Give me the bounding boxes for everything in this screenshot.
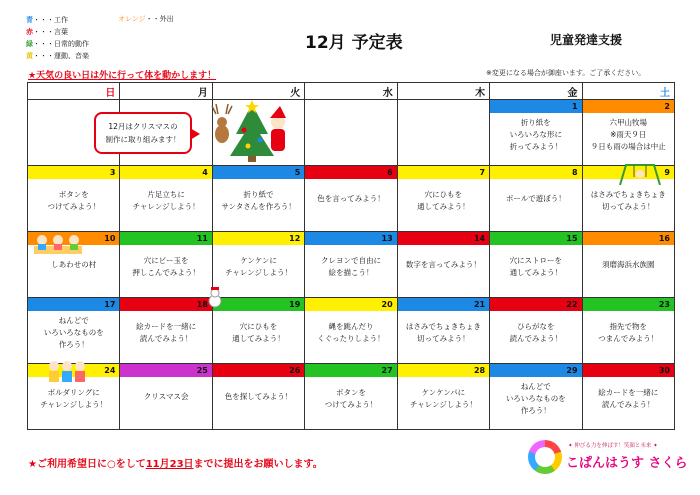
activity-text [490,113,581,153]
activity-line: はさみでちょきちょき [405,322,481,331]
day-cell [582,298,674,364]
activity-line: 通してみよう！ [509,268,563,277]
activity-line: いろいろなものを [43,328,104,337]
day-number: 5 [213,166,304,179]
activity-line: ねんどで [520,382,551,391]
activity-text [120,245,211,279]
day-cell [397,298,489,364]
legend-text: ・・・日常的動作 [33,40,89,48]
activity-line: ボルダリングに [47,388,100,397]
activity-text [120,377,211,403]
activity-line: チャレンジしよう！ [225,268,292,277]
day-cell [120,364,212,430]
activity-text [305,179,396,205]
activity-line: 穴にひもを [424,190,463,199]
legend-key: 青 [26,16,33,24]
activity-line: 押しこんでみよう！ [132,268,200,277]
day-number: 11 [120,232,211,245]
weather-notice: ★天気の良い日は外に行って体を動かします！ [28,71,217,81]
activity-line: 縄を跳んだり [328,322,374,331]
activity-line: ※雨天９日 [610,130,647,139]
weekday-label: 火 [212,83,304,100]
christmas-tree-icon [208,100,296,164]
day-cell [490,232,582,298]
day-number [305,100,396,113]
day-cell [120,232,212,298]
activity-line: チャレンジしよう！ [132,202,200,211]
change-notice: ※変更になる場合が御座います。ご了承ください。 [486,69,646,77]
day-cell [397,100,489,166]
footer-pre: ★ご利用希望日に○をして [28,459,146,470]
day-number: 30 [583,364,674,377]
activity-line: 作ろう！ [520,406,551,415]
day-number: 23 [583,298,674,311]
weekday-label: 月 [120,83,212,100]
activity-line: 通してみよう！ [417,202,470,211]
activity-text [583,377,674,411]
day-number: 25 [120,364,211,377]
activity-text [490,179,581,205]
activity-text [28,311,119,351]
day-cell [397,232,489,298]
day-cell [120,166,212,232]
legend-key: 黄 [26,52,33,60]
activity-line: 絵カードを一緒に [136,322,197,331]
day-cell [305,232,397,298]
day-cell [212,166,304,232]
day-number: 19 [213,298,304,311]
week-row [28,166,675,232]
day-cell [212,364,304,430]
activity-text [213,311,304,345]
day-number: 20 [305,298,396,311]
day-number: 17 [28,298,119,311]
weekday-label: 金 [490,83,582,100]
activity-line: 色を言ってみよう！ [317,194,385,203]
legend-text: ・・・工作 [33,16,68,24]
week-row [28,298,675,364]
speech-line-2: 制作に取り組みます！ [105,135,181,144]
day-number: 2 [583,100,674,113]
activity-text [398,245,489,271]
day-cell [212,232,304,298]
day-cell [490,364,582,430]
legend-row [26,26,89,38]
activity-text [120,179,211,213]
activity-line: 穴にひもを [239,322,278,331]
activity-line: 穴にビー玉を [143,256,189,265]
activity-line: つけてみよう！ [324,400,378,409]
legend-row [26,38,89,50]
day-number: 14 [398,232,489,245]
day-cell [305,298,397,364]
weekday-label: 水 [305,83,397,100]
activity-text [490,311,581,345]
legend-row [26,50,89,62]
activity-line: 読んでみよう！ [509,334,563,343]
speech-line-1: 12月はクリスマスの [108,122,178,131]
weekday-label: 土 [582,83,674,100]
activity-line: 六甲山牧場 [609,118,648,127]
kids-drawing-icon [32,232,84,256]
children-group-icon [44,358,90,384]
day-cell [212,298,304,364]
day-number: 1 [490,100,581,113]
activity-line: はさみでちょきちょき [590,190,666,199]
activity-line: クリスマス会 [143,392,189,401]
activity-text [490,377,581,417]
day-number: 27 [305,364,396,377]
page-subtitle: 児童発達支援 [550,33,623,47]
activity-line: 切ってみよう！ [602,202,655,211]
activity-text [305,245,396,279]
activity-text [398,179,489,213]
activity-line: ボールで遊ぼう！ [505,194,566,203]
activity-line: チャレンジしよう！ [40,400,108,409]
activity-line: 折り紙を [520,118,551,127]
activity-text [120,311,211,345]
activity-line: ねんどで [58,316,89,325]
day-number: 9 [583,166,674,179]
activity-line: つけてみよう！ [47,202,100,211]
activity-text [28,179,119,213]
activity-text [583,245,674,271]
activity-text [398,377,489,411]
activity-line: いろいろな形に [509,130,563,139]
day-cell [397,166,489,232]
legend-text: ・・・言葉 [33,28,68,36]
legend-key: 赤 [26,28,33,36]
activity-line: 数字を言ってみよう！ [405,260,481,269]
weekday-label: 木 [397,83,489,100]
activity-line: いろいろなものを [505,394,566,403]
day-number: 18 [120,298,211,311]
day-number: 4 [120,166,211,179]
week-row [28,364,675,430]
day-cell [490,298,582,364]
day-number: 6 [305,166,396,179]
activity-line: 色を探してみよう！ [224,392,293,401]
color-legend [26,14,89,62]
weekday-header [28,83,675,100]
day-number: 7 [398,166,489,179]
legend-orange-text: ・・外出 [145,15,174,23]
footer-date: 11月23日 [145,459,194,470]
day-cell [582,364,674,430]
day-number: 10 [28,232,119,245]
day-cell [305,364,397,430]
footer-post: までに提出をお願いします。 [193,459,323,470]
swing-icon [616,163,664,185]
activity-line: 須磨海浜水族園 [602,260,655,269]
logo-mark-icon [528,440,562,474]
day-number [398,100,489,113]
activity-line: 作ろう！ [58,340,89,349]
day-number: 28 [398,364,489,377]
snowman-icon [204,286,226,308]
activity-text [583,113,674,153]
activity-line: 切ってみよう！ [417,334,470,343]
activity-line: 通してみよう！ [232,334,285,343]
activity-text [305,311,396,345]
legend-orange [118,14,174,24]
activity-line: 指先で物を [609,322,648,331]
activity-line: ボタンを [335,388,366,397]
legend-row [26,14,89,26]
activity-line: 折ってみよう！ [509,142,563,151]
activity-text [213,245,304,279]
activity-line: ボタンを [58,190,89,199]
day-number: 13 [305,232,396,245]
page-title: 12月 予定表 [305,33,403,53]
week-row [28,232,675,298]
activity-text [398,113,489,117]
day-number: 3 [28,166,119,179]
legend-text: ・・・運動、音楽 [33,52,89,60]
activity-text [305,377,396,411]
activity-line: ケンケンに [240,256,277,265]
day-number: 22 [490,298,581,311]
day-cell [490,100,582,166]
activity-text [490,245,581,279]
activity-text [305,113,396,117]
day-cell [28,166,120,232]
activity-line: 読んでみよう！ [139,334,193,343]
day-number: 24 [28,364,119,377]
activity-line: クレヨンで自由に [320,256,381,265]
activity-line: つまんでみよう！ [598,334,659,343]
day-number: 29 [490,364,581,377]
legend-key: 緑 [26,40,33,48]
day-number: 26 [213,364,304,377]
day-cell [28,298,120,364]
day-number: 12 [213,232,304,245]
activity-line: 絵を描こう！ [328,268,374,277]
logo-name: こぱんはうす さくら [566,456,688,471]
weekday-label: 日 [28,83,120,100]
activity-line: ９日も雨の場合は中止 [590,142,666,151]
legend-orange-key: オレンジ [118,15,146,23]
activity-text [398,311,489,345]
day-cell [305,100,397,166]
activity-text [583,311,674,345]
activity-text [213,377,304,403]
day-cell [490,166,582,232]
activity-line: 片足立ちに [147,190,185,199]
activity-line: 絵カードを一緒に [598,388,659,397]
footer-instruction [28,455,323,470]
activity-line: 穴にストローを [509,256,563,265]
activity-line: ケンケンパに [421,388,466,397]
day-number: 21 [398,298,489,311]
activity-text [213,179,304,213]
day-cell [120,298,212,364]
day-cell [582,100,674,166]
activity-line: ひらがなを [517,322,555,331]
activity-line: 読んでみよう！ [602,400,655,409]
day-cell [582,232,674,298]
activity-line: サンタさんを作ろう！ [221,202,296,211]
day-number: 8 [490,166,581,179]
activity-line: 折り紙で [243,190,274,199]
logo-tagline: ✦ 伸びる力を伸ばす！笑顔と未来 ✦ [568,443,658,449]
day-number: 15 [490,232,581,245]
activity-line: チャレンジしよう！ [409,400,477,409]
speech-bubble [94,112,192,154]
activity-line: くぐったりしよう！ [317,334,385,343]
day-cell [397,364,489,430]
day-number: 16 [583,232,674,245]
activity-line: しあわせの村 [51,260,97,269]
day-cell [305,166,397,232]
